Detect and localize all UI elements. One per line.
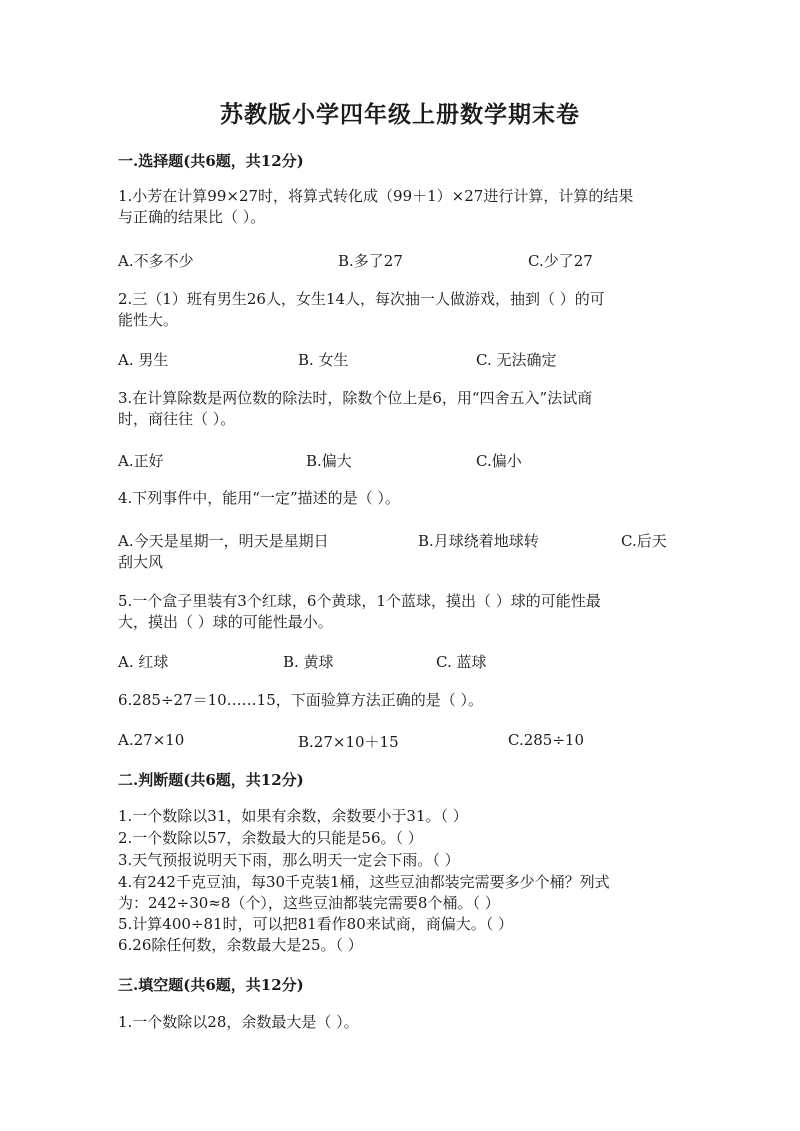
- option-a: A.正好: [118, 452, 164, 470]
- judgment-item: 4.有242千克豆油，每30千克装1桶，这些豆油都装完需要多少个桶？列式: [118, 873, 610, 891]
- option-a: A. 红球: [118, 653, 169, 671]
- option-c: C. 蓝球: [436, 653, 487, 671]
- option-a: A.不多不少: [118, 252, 194, 270]
- option-c: C.285÷10: [508, 731, 584, 749]
- section-heading-choice: 一.选择题(共6题，共12分): [118, 152, 304, 170]
- option-c-continued: 刮大风: [118, 553, 164, 571]
- option-b: B.多了27: [338, 252, 403, 270]
- judgment-item: 6.26除任何数，余数最大是25。（ ）: [118, 936, 363, 954]
- option-b: B.27×10＋15: [298, 733, 399, 751]
- fill-item: 1.一个数除以28，余数最大是（ ）。: [118, 1013, 359, 1031]
- question-text: 4.下列事件中，能用“一定”描述的是（ ）。: [118, 489, 400, 507]
- option-b: B. 女生: [298, 351, 349, 369]
- judgment-item: 1.一个数除以31，如果有余数，余数要小于31。（ ）: [118, 807, 468, 825]
- option-a: A.27×10: [118, 731, 185, 749]
- judgment-item: 5.计算400÷81时，可以把81看作80来试商，商偏大。（ ）: [118, 915, 514, 933]
- section-heading-fill: 三.填空题(共6题，共12分): [118, 976, 304, 994]
- question-text: 3.在计算除数是两位数的除法时，除数个位上是6，用“四舍五入”法试商: [118, 389, 593, 407]
- option-c: C.少了27: [528, 252, 593, 270]
- option-a: A.今天是星期一，明天是星期日: [118, 532, 329, 550]
- judgment-item: 3.天气预报说明天下雨，那么明天一定会下雨。（ ）: [118, 851, 460, 869]
- question-text: 2.三（1）班有男生26人，女生14人，每次抽一人做游戏，抽到（ ）的可: [118, 290, 605, 308]
- judgment-item: 2.一个数除以57，余数最大的只能是56。（ ）: [118, 829, 423, 847]
- question-text: 1.小芳在计算99×27时，将算式转化成（99＋1）×27进行计算，计算的结果: [118, 187, 634, 205]
- question-text: 5.一个盒子里装有3个红球，6个黄球，1个蓝球，摸出（ ）球的可能性最: [118, 592, 601, 610]
- option-b: B. 黄球: [283, 653, 334, 671]
- judgment-item: 为：242÷30≈8（个），这些豆油都装完需要8个桶。（ ）: [118, 894, 500, 912]
- option-a: A. 男生: [118, 351, 169, 369]
- question-text: 能性大。: [118, 311, 179, 329]
- question-text: 6.285÷27＝10……15，下面验算方法正确的是（ ）。: [118, 691, 484, 709]
- option-c: C.后天: [621, 532, 667, 550]
- question-text: 时，商往往（ ）。: [118, 410, 236, 428]
- question-text: 大，摸出（ ）球的可能性最小。: [118, 613, 333, 631]
- question-text: 与正确的结果比（ ）。: [118, 208, 266, 226]
- section-heading-judgment: 二.判断题(共6题，共12分): [118, 771, 304, 789]
- option-c: C. 无法确定: [476, 351, 557, 369]
- option-b: B.月球绕着地球转: [418, 532, 539, 550]
- option-c: C.偏小: [476, 452, 522, 470]
- exam-title: 苏教版小学四年级上册数学期末卷: [220, 101, 580, 128]
- option-b: B.偏大: [306, 452, 352, 470]
